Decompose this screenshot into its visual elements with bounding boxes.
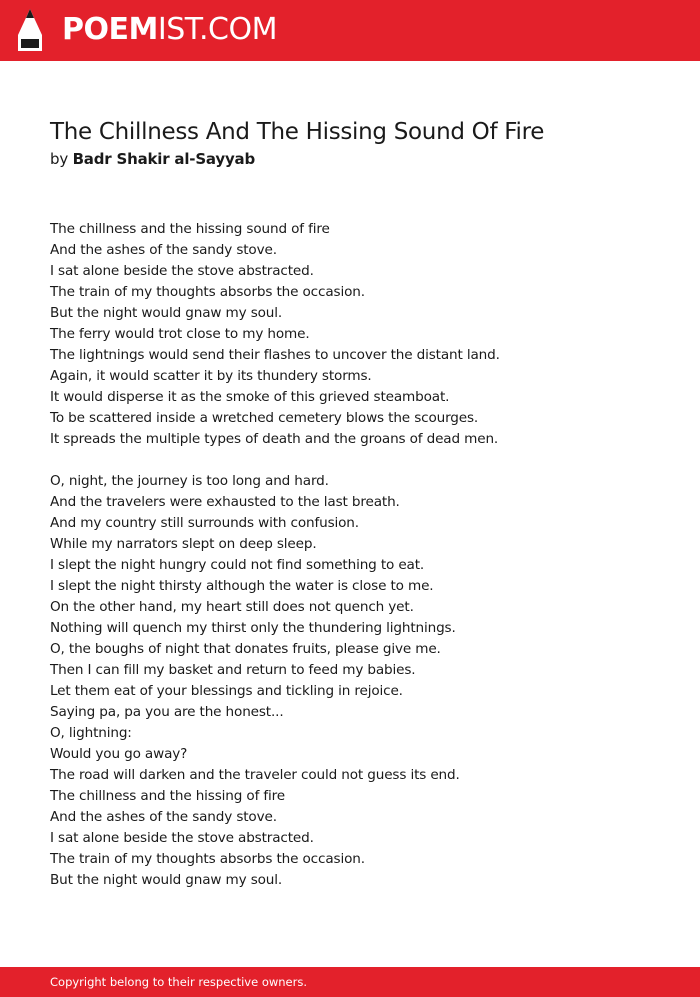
- poem-line: The ferry would trot close to my home.: [50, 326, 310, 342]
- poem-line: And the ashes of the sandy stove.: [50, 809, 277, 825]
- poem-line: I sat alone beside the stove abstracted.: [50, 830, 314, 846]
- site-footer: [0, 967, 700, 997]
- copyright-text: Copyright belong to their respective owners.: [50, 975, 308, 989]
- site-logo[interactable]: [62, 12, 277, 48]
- poem-author: Badr Shakir al-Sayyab: [72, 150, 255, 168]
- poem-line: O, lightning:: [50, 725, 132, 741]
- poem-stanza: [50, 219, 670, 450]
- poem-stanza: [50, 471, 670, 891]
- logo-brand-light: IST.COM: [157, 12, 277, 47]
- poem-line: The chillness and the hissing of fire: [50, 788, 286, 804]
- poem-line: The train of my thoughts absorbs the occasion.: [50, 851, 365, 867]
- poem-line: The road will darken and the traveler could not guess its end.: [50, 767, 460, 783]
- poem-line: Then I can fill my basket and return to feed my babies.: [50, 662, 416, 678]
- poem-line: Again, it would scatter it by its thundery storms.: [50, 368, 372, 384]
- poem-line: I sat alone beside the stove abstracted.: [50, 263, 314, 279]
- poem-line: Saying pa, pa you are the honest...: [50, 704, 284, 720]
- by-label: by: [50, 150, 68, 168]
- poem-line: And my country still surrounds with confusion.: [50, 515, 359, 531]
- poem-line: I slept the night thirsty although the water is close to me.: [50, 578, 434, 594]
- poem-line: O, the boughs of night that donates fruits, please give me.: [50, 641, 441, 657]
- poem-line: Nothing will quench my thirst only the thundering lightnings.: [50, 620, 456, 636]
- poem-line: I slept the night hungry could not find something to eat.: [50, 557, 425, 573]
- poem-line: Let them eat of your blessings and tickling in rejoice.: [50, 683, 403, 699]
- poem-line: The chillness and the hissing sound of fire: [50, 221, 330, 237]
- poem-body: [50, 219, 670, 912]
- poem-title: The Chillness And The Hissing Sound Of Fire: [50, 119, 545, 145]
- poem-line: O, night, the journey is too long and hard.: [50, 473, 329, 489]
- poem-line: While my narrators slept on deep sleep.: [50, 536, 317, 552]
- logo-brand-bold: POEM: [62, 12, 158, 47]
- poem-line: And the ashes of the sandy stove.: [50, 242, 277, 258]
- pencil-tip-icon[interactable]: [18, 9, 42, 51]
- poem-line: And the travelers were exhausted to the last breath.: [50, 494, 400, 510]
- poem-line: It would disperse it as the smoke of this grieved steamboat.: [50, 389, 450, 405]
- poem-line: The train of my thoughts absorbs the occasion.: [50, 284, 365, 300]
- poem-line: But the night would gnaw my soul.: [50, 872, 283, 888]
- site-header: [0, 0, 700, 61]
- poem-line: Would you go away?: [50, 746, 188, 762]
- poem-line: On the other hand, my heart still does not quench yet.: [50, 599, 414, 615]
- poem-line: But the night would gnaw my soul.: [50, 305, 283, 321]
- poem-line: It spreads the multiple types of death and the groans of dead men.: [50, 431, 499, 447]
- poem-line: The lightnings would send their flashes to uncover the distant land.: [50, 347, 500, 363]
- poem-line: To be scattered inside a wretched cemetery blows the scourges.: [50, 410, 479, 426]
- poem-byline: [50, 149, 255, 169]
